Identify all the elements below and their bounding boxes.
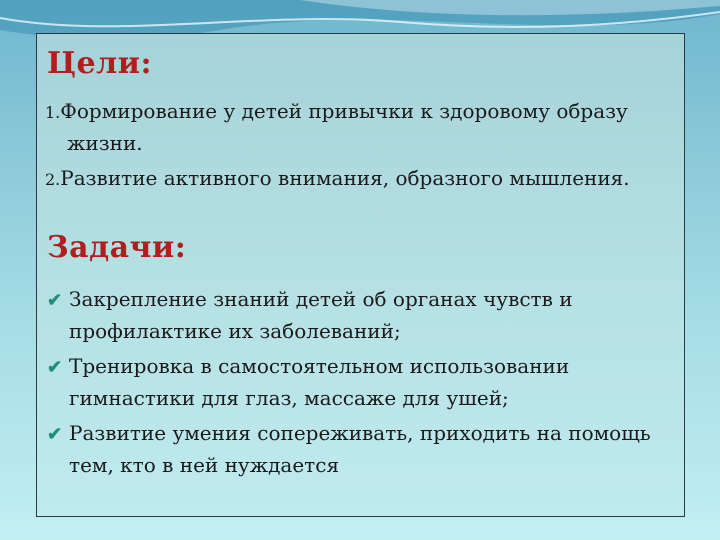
checkmark-v-bullet-icon: ✔ (47, 424, 63, 445)
task-item (47, 351, 677, 414)
goal-item (45, 163, 675, 195)
content-frame (36, 33, 685, 517)
goal-text: Развитие активного внимания, образного мышления. (60, 166, 630, 190)
goal-number: 1. (45, 103, 61, 122)
goal-number: 2. (45, 170, 61, 189)
task-text: Развитие умения сопереживать, приходить на помощь тем, кто в ней нуждается (69, 421, 651, 477)
task-text: Закрепление знаний детей об органах чувств и профилактике их заболеваний; (69, 287, 573, 343)
task-item (47, 418, 677, 481)
task-text: Тренировка в самостоятельном использовании гимнастики для глаз, массаже для ушей; (69, 354, 570, 410)
tasks-heading: Задачи: (47, 230, 187, 265)
goal-text: Формирование у детей привычки к здоровому образу жизни. (60, 99, 628, 155)
task-item (47, 284, 677, 347)
checkmark-v-bullet-icon: ✔ (47, 357, 63, 378)
goal-item (45, 96, 675, 159)
tasks-list (47, 284, 677, 485)
goals-heading: Цели: (47, 46, 153, 81)
checkmark-v-bullet-icon: ✔ (47, 290, 63, 311)
goals-list (45, 96, 675, 199)
